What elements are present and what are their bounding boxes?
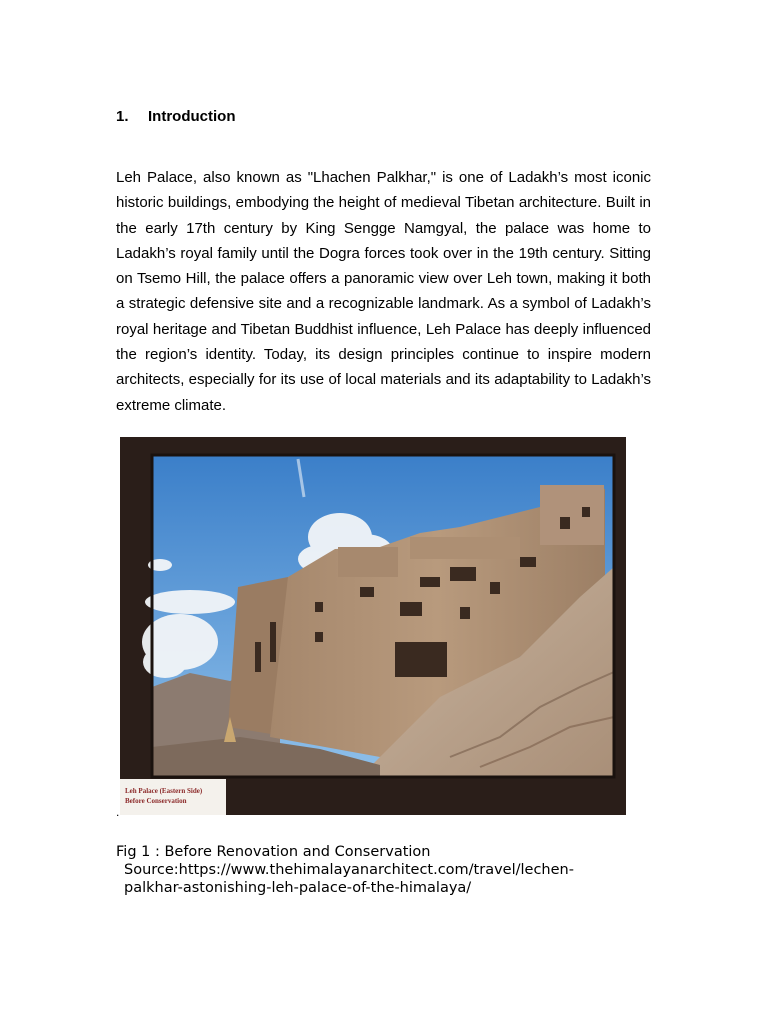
figure-caption xyxy=(116,843,574,897)
stray-mark: . xyxy=(116,805,120,819)
figure-source-line-1: Source:https://www.thehimalayanarchitect.com/travel/lechen- xyxy=(124,862,574,878)
figure-caption-title: Fig 1 : Before Renovation and Conservation xyxy=(116,844,431,860)
photo-label-line-2: Before Conservation xyxy=(125,797,187,805)
introduction-paragraph: Leh Palace, also known as "Lhachen Palkhar," is one of Ladakh’s most iconic historic buildings, embodying the height of medieval Tibetan architecture. Built in the early 17th century by King Sengge Namgyal, the palace was home to Ladakh’s royal family until the Dogra forces took over in the 19th century. Sitting on Tsemo Hill, the palace offers a panoramic view over Leh town, making it both a strategic defensive site and a recognizable landmark. As a symbol of Ladakh’s royal heritage and Tibetan Buddhist influence, Leh Palace has deeply influenced the region’s identity. Today, its design principles continue to inspire modern architects, especially for its use of local materials and its adaptability to Ladakh’s extreme climate. xyxy=(116,169,651,414)
section-number: 1. xyxy=(116,108,129,125)
photo-label xyxy=(125,786,202,806)
photo-label-line-1: Leh Palace (Eastern Side) xyxy=(125,787,203,795)
section-heading xyxy=(116,108,235,125)
leh-palace-photo xyxy=(120,437,626,815)
figure-source-line-2: palkhar-astonishing-leh-palace-of-the-himalaya/ xyxy=(124,880,472,896)
section-title: Introduction xyxy=(148,108,236,125)
